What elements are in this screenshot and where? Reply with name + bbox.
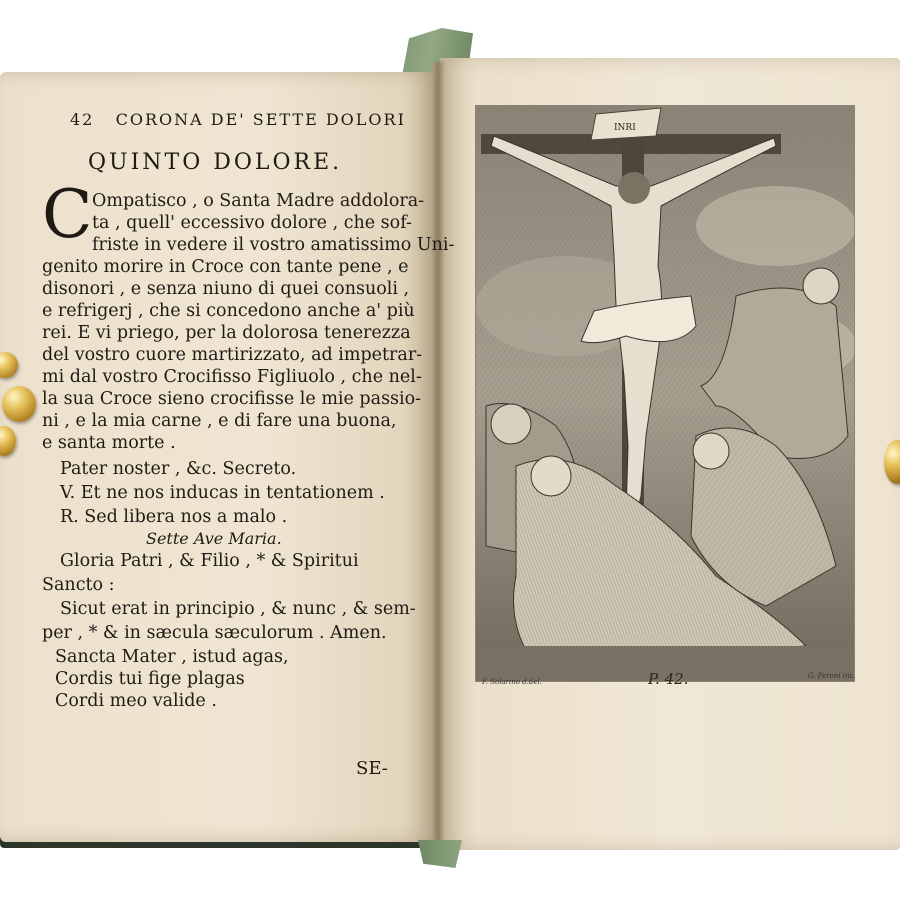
section-heading: QUINTO DOLORE. — [88, 150, 343, 175]
hymn-line: Cordis tui fige plagas — [55, 669, 245, 689]
book-gutter — [432, 62, 444, 852]
hymn-line: Cordi meo valide . — [55, 691, 217, 711]
text-line: genito morire in Croce con tante pene , e — [42, 257, 409, 277]
bookmark-ribbon-bottom — [418, 840, 462, 868]
text-line: e refrigerj , che si concedono anche a' più — [42, 301, 415, 321]
running-title: CORONA DE' SETTE DOLORI — [115, 110, 406, 129]
gloria-line: Sicut erat in principio , & nunc , & sem- — [60, 599, 416, 619]
engraving-illustration-icon — [476, 106, 854, 681]
text-line: ta , quell' eccessivo dolore , che sof- — [92, 213, 412, 233]
text-line: Ompatisco , o Santa Madre addolora- — [92, 191, 425, 211]
running-head — [70, 110, 406, 129]
text-line: friste in vedere il vostro amatissimo Uni- — [92, 235, 455, 255]
gloria-line: per , * & in sæcula sæculorum . Amen. — [42, 623, 387, 643]
text-line: la sua Croce sieno crocifisse le mie passio- — [42, 389, 422, 409]
text-line: e santa morte . — [42, 433, 176, 453]
section-title: Sette Ave Maria. — [146, 529, 282, 548]
text-line: ni , e la mia carne , e di fare una buona, — [42, 411, 397, 431]
cross-titulus: INRI — [614, 123, 636, 133]
text-line: del vostro cuore martirizzato, ad impetrar- — [42, 345, 423, 365]
prayer-line: V. Et ne nos inducas in tentationem . — [60, 483, 385, 503]
prayer-line: Pater noster , &c. Secreto. — [60, 459, 297, 479]
prayer-line: R. Sed libera nos a malo . — [60, 507, 288, 527]
catchword: SE- — [356, 758, 388, 779]
text-line: mi dal vostro Crocifisso Figliuolo , che nel- — [42, 367, 422, 387]
plate-number: P. 42. — [648, 670, 689, 688]
text-line: disonori , e senza niuno di quei consuoli , — [42, 279, 410, 299]
text-line: rei. E vi priego, per la dolorosa tenerezza — [42, 323, 411, 343]
page-number: 42 — [70, 110, 95, 129]
crucifixion-engraving — [475, 105, 855, 682]
engraving-caption-left: F. Solarino d.del. — [482, 678, 542, 686]
hymn-line: Sancta Mater , istud agas, — [55, 647, 289, 667]
gloria-line: Sancto : — [42, 575, 115, 595]
gloria-line: Gloria Patri , & Filio , * & Spiritui — [60, 551, 359, 571]
drop-cap: C — [42, 176, 93, 253]
engraving-caption-right: G. Peroni inc. — [808, 672, 856, 680]
clasp-left-lobe-icon — [2, 386, 36, 422]
